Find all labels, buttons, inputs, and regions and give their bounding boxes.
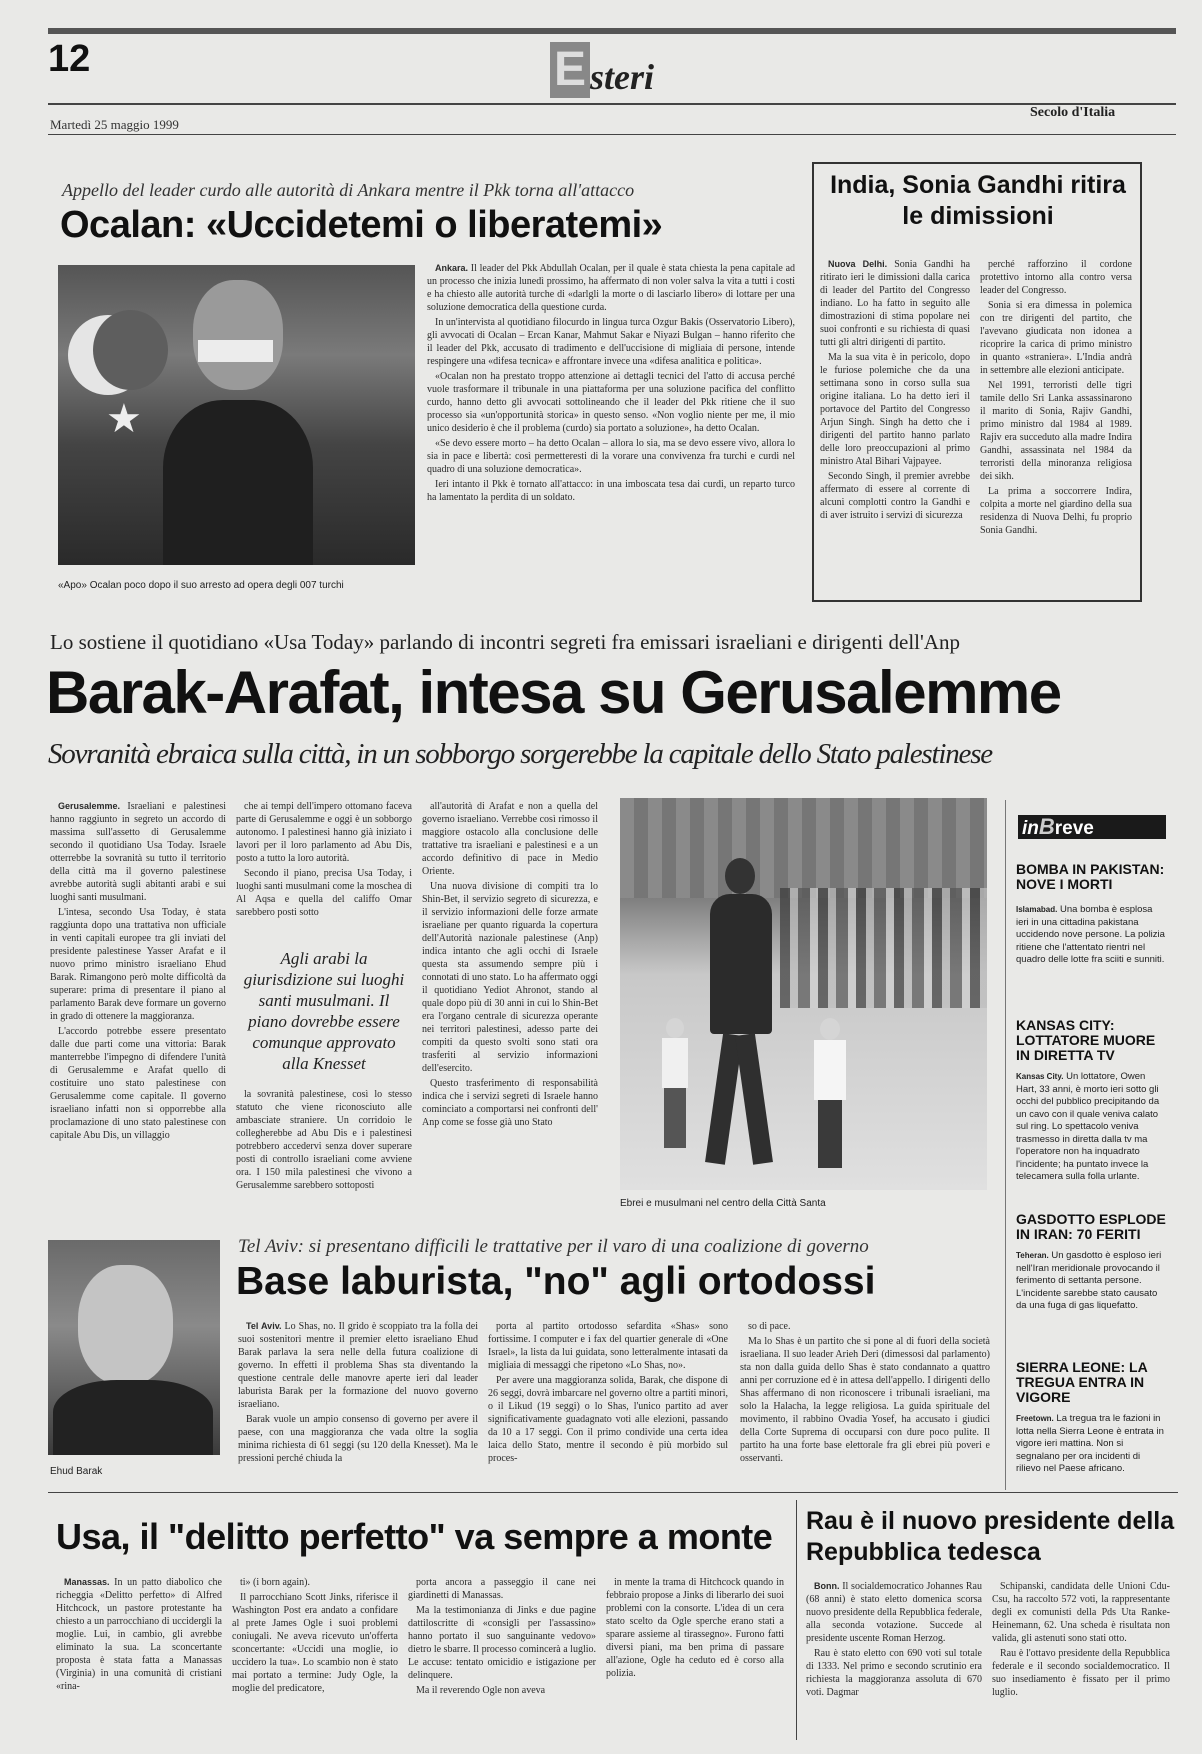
ocalan-body: [427, 262, 795, 592]
laburisti-kicker: Tel Aviv: si presentano difficili le trattative per il varo di una coalizione di governo: [238, 1236, 869, 1257]
hitchcock-dateline: Manassas.: [64, 1577, 110, 1587]
inbreve-item-1: [1016, 862, 1166, 967]
rau-dateline: Bonn.: [814, 1581, 840, 1591]
barak-arafat-headline: Barak-Arafat, intesa su Gerusalemme: [46, 659, 1061, 726]
top-rule: [48, 28, 1176, 34]
laburisti-col-3: so di pace. Ma lo Shas è un partito che si pone al di fuori della società israeliana. Il suo leader Arieh Deri (dimessosi dal parlamento) sta non dalla guida dello Shas è stato condannato a quattro anni per corruzione ed è in attesa dell'appello. I dirigenti dello Shas affermano di non riconoscere i tribunali israeliani, ma solo la Halacha, la legge religiosa. La guida spirituale del movimento, il rabbino Ovadia Yosef, ha accusato i giudici della Corte Suprema di occuparsi con dure poco pulite. Il partito ha una forte base elettorale fra gli ebrei più poveri e osservanti.: [740, 1321, 990, 1464]
ocalan-p5: Ieri intanto il Pkk è tornato all'attacco: in una imboscata tesa dai curdi, un reparto turco ha lamentato la perdita di un soldato.: [427, 479, 795, 503]
laburisti-dateline: Tel Aviv.: [246, 1321, 282, 1331]
inbreve-label: inBreve: [1018, 815, 1166, 839]
page-number: 12: [48, 38, 91, 80]
barak-col-3: all'autorità di Arafat e non a quella del governo israeliano. Verrebbe così rimosso il maggiore ostacolo alla conclusione delle trattative tra israeliani e palestinesi e a un accordo definitivo di pace in Medio Oriente. Una nuova divisione di compiti tra lo Shin-Bet, il servizio segreto di sicurezza, e il servizio informazioni delle forze armate israeliane per quanto riguarda la copertura dell'Autorità nazionale palestinese (Anp) indica intanto che agli occhi di Israele questa sta assumendo sempre più i connotati di uno stato. Lo ha affermato oggi il quotidiano Yediot Ahronot, stando al quale dopo più di 30 anni in cui lo Shin-Bet era l'organo centrale di sicurezza operante nei territori palestinesi, adesso parte dei compiti da questo svolti sono stati ora trasferiti al servizio informazioni dell'esercito. Questo trasferimento di responsabilità indica che i servizi segreti di Israele hanno cominciato a comportarsi nei confronti dell' Anp come se fosse già uno Stato: [422, 801, 598, 1128]
barak-arafat-subhead: Sovranità ebraica sulla città, in un sobborgo sorgerebbe la capitale dello Stato palestinese: [48, 738, 992, 770]
barak-dateline: Gerusalemme.: [58, 801, 121, 811]
walking-man: [700, 858, 780, 1168]
hitchcock-col-3: porta ancora a passeggio il cane nei giardinetti di Manassas. Ma la testimonianza di Jinks e due pagine dattiloscritte di «consigli per l'assassino» hanno portato il suo sanguinante vedovo» dietro le sbarre. Il processo comincerà a luglio. Le accuse: tentato omicidio e istigazione per delinquere. Ma il reverendo Ogle non aveva: [408, 1577, 596, 1696]
header-date: Martedì 25 maggio 1999: [50, 117, 179, 132]
rau-col-2: Schipanski, candidata delle Unioni Cdu-Csu, ha raccolto 572 voti, la rappresentante degli ex comunisti della Pds Uta Ranke-Heinemann, 62. Una scheda è risultata non valida, gli astenuti sono stati otto. Rau è l'ottavo presidente della Repubblica federale e il secondo socialdemocratico. Il suo insediamento è fissato per il primo luglio.: [992, 1581, 1170, 1698]
jerusalem-photo: [620, 798, 987, 1190]
child-figure: [660, 1018, 690, 1148]
hitchcock-col-2: ti» (i born again). Il parrocchiano Scott Jinks, riferisce il Washington Post era andato a confidare al prete James Ogle i suoi problemi coniugali. Ne aveva ricevuto un'offerta sconcertante: «Uccidi una moglie, io uccidero la tua». Lo scambio non è stato mai portato a termine: Judy Ogle, la moglie del predicatore,: [232, 1577, 398, 1694]
newspaper-name: Secolo d'Italia: [1030, 105, 1116, 120]
inbreve-text: Freetown. La tregua tra le fazioni in lotta nella Sierra Leone è entrata in vigore ieri mattina. Non si segnalano per ora incidenti di rilievo nel Paese africano.: [1016, 1413, 1164, 1474]
person-figure: [163, 280, 303, 565]
ocalan-dateline: Ankara.: [435, 263, 469, 273]
barak-col-2b: la sovranità palestinese, così lo stesso statuto che viene riconosciuto alle ambasciate straniere. Un corridoio le collegherebbe ad Abu Dis e i palestinesi potrebbero accedervi senza dover superare posti di controllo israeliani come avviene ora. I 150 mila palestinesi che vivono a Gerusalemme sarebbero sottoposti: [236, 1089, 412, 1191]
gandhi-col-1: Nuova Delhi. Sonia Gandhi ha ritirato ieri le dimissioni dalla carica di leader del Partito del Congresso indiano. Lo ha fatto in seguito alle dimostrazioni di stima popolare nei suoi confronti e su richiesta di quasi tutti gli altri dirigenti di partito. Ma la sua vita è in pericolo, dopo le furiose polemiche che da una settimana sono in corso sulla sua origine italiana. Lo ha detto ieri il portavoce del Partito del Congresso Arjun Singh. Singh ha detto che i dirigenti del partito hanno parlato delle loro preoccupazioni al primo ministro Atal Bihari Vajpayee. Secondo Singh, il premier avrebbe affermato di essere al corrente di alcuni complotti contro la Gandhi e di aver istruito i servizi di sicurezza: [820, 259, 970, 521]
gandhi-col-2: perché rafforzino il cordone protettivo intorno alla contro versa leader del Congresso. Sonia si era dimessa in polemica con tre dirigenti del partito, che l'avevano giudicata non idonea a ricoprire la carica di primo ministro in quanto «straniera». L'India andrà in settembre alle elezioni anticipate. Nel 1991, terroristi delle tigri tamile dello Sri Lanka assassinarono il marito di Sonia, Rajiv Gandhi, primo ministro dal 1984 al 1989. Rajiv era succeduto alla madre Indira Gandhi, assassinata nel 1984 da terroristi della minoranza religiosa dei sikh. La prima a soccorrere Indira, colpita a morte nel giardino della sua residenza di Nuova Delhi, fu proprio Sonia Gandhi.: [980, 259, 1132, 536]
star-icon: ★: [106, 396, 142, 441]
section-title: [550, 42, 654, 98]
inbreve-text: Islamabad. Una bomba è esplosa ieri in una cittadina pakistana uccidendo nove persone. La polizia ritiene che l'attentato rientri nel quadro delle lotte fra sciiti e sunniti.: [1016, 904, 1165, 965]
inbreve-item-3: [1016, 1212, 1166, 1313]
inbreve-title: GASDOTTO ESPLODE IN IRAN: 70 FERITI: [1016, 1211, 1166, 1242]
inbreve-text: Kansas City. Un lottatore, Owen Hart, 33 anni, è morto ieri sotto gli occhi del pubblico precipitando da un cavo con il quale veniva calato sul ring. Lo spettacolo veniva trasmesso in diretta dalla tv ma l'operatore non ha inquadrato l'incidente; ha puntato invece la telecamera sulla folla urlante.: [1016, 1071, 1160, 1182]
rau-col-1: Bonn. Il socialdemocratico Johannes Rau (68 anni) è stato eletto domenica scorsa nuovo presidente della Repubblica federale, alla seconda votazione. Succede al presidente uscente Roman Herzog. Rau è stato eletto con 690 voti sul totale di 1333. Nel primo e secondo scrutinio era richiesta la maggioranza assoluta di 670 voti. Dagmar: [806, 1581, 982, 1698]
inbreve-item-4: [1016, 1360, 1166, 1476]
inbreve-title: KANSAS CITY: LOTTATORE MUORE IN DIRETTA TV: [1016, 1017, 1156, 1063]
inbreve-title: SIERRA LEONE: LA TREGUA ENTRA IN VIGORE: [1016, 1359, 1148, 1405]
barak-portrait-caption: Ehud Barak: [50, 1466, 103, 1477]
gandhi-headline: India, Sonia Gandhi ritira le dimissioni: [830, 171, 1126, 230]
ocalan-p3: «Ocalan non ha prestato troppo attenzione ai dettagli tecnici del l'atto di accusa perché vuole trasformare il tribunale in una piattaforma per una soluzione pacifica del conflitto curdo, hanno detto gli avvocati sottolineando che il leader del Pkk ritiene che il suo processo sia «un'opportunità storica» in questo senso. «Non voglio niente per me, il mio unico desiderio è che il problema (curdo) sia portato a soluzione», ha detto Ocalan.: [427, 371, 795, 434]
ocalan-kicker: Appello del leader curdo alle autorità di Ankara mentre il Pkk torna all'attacco: [62, 180, 635, 200]
bottom-section-rule: [48, 1492, 1178, 1493]
inbreve-text: Teheran. Un gasdotto è esploso ieri nell'Iran meridionale provocando il ferimento di settanta persone. L'incidente sarebbe stato causato da una fuga di gas liquefatto.: [1016, 1250, 1162, 1311]
ocalan-caption: «Apo» Ocalan poco dopo il suo arresto ad opera degli 007 turchi: [58, 580, 344, 591]
inbreve-title: BOMBA IN PAKISTAN: NOVE I MORTI: [1016, 861, 1165, 892]
barak-col-2: che ai tempi dell'impero ottomano faceva parte di Gerusalemme e oggi è un sobborgo autonomo. I palestinesi hanno già iniziato i lavori per il loro parlamento ad Abu Dis, posto a tutto la loro autorità. Secondo il piano, precisa Usa Today, i luoghi santi musulmani come la moschea di Al Aqsa e quella del califfo Omar sarebbero posti sotto: [236, 801, 412, 918]
hitchcock-col-1: Manassas. In un patto diabolico che richeggia «Delitto perfetto» di Alfred Hitchcock, un pastore protestante ha chiesto a un parrocchiano di uccidergli la moglie. Lui, in cambio, gli avrebbe eliminato la sua. La sconcertante proposta è stata fatta a Manassas (Virginia) in una comunità di cristiani «rina-: [56, 1577, 222, 1692]
laburisti-col-1: Tel Aviv. Lo Shas, no. Il grido è scoppiato tra la folla dei suoi sostenitori mentre il premier eletto israeliano Ehud Barak parlava la sera nelle della futura coalizione di governo. In effetti il problema Shas sta diventando la questione centrale delle manovre aperte ieri dal leader laburista Barak per la formazione del nuovo governo israeliano. Barak vuole un ampio consenso di governo per avere il paese, con una maggioranza che vada oltre la soglia minima richiesta di 61 seggi (su 120 della Knesset). Ma le pressioni perché chiuda la: [238, 1321, 478, 1464]
header-rule: [48, 103, 1176, 105]
inbreve-item-2: [1016, 1018, 1166, 1184]
barak-arafat-kicker: Lo sostiene il quotidiano «Usa Today» parlando di incontri segreti fra emissari israeliani e dirigenti dell'Anp: [50, 630, 960, 654]
jerusalem-caption: Ebrei e musulmani nel centro della Città Santa: [620, 1198, 826, 1209]
barak-portrait: [48, 1240, 220, 1455]
rau-divider: [796, 1500, 797, 1740]
section-initial: E: [550, 42, 590, 98]
crescent-cut: [93, 310, 168, 390]
rau-headline: Rau è il nuovo presidente della Repubblica tedesca: [806, 1507, 1175, 1566]
ocalan-p4: «Se devo essere morto – ha detto Ocalan – allora lo sia, ma se devo essere vivo, allora lo sia in pace e libertà: così permetteresti di la vorare una convivenza fra turchi e curdi nel quadro di una soluzione democratica».: [427, 438, 795, 475]
ocalan-p2: In un'intervista al quotidiano filocurdo in lingua turca Ozgur Bakis (Osservatorio Libero), gli avvocati di Ocalan – Ercan Kanar, Mahmut Sakar e Niyazi Bulgan – hanno riferito che il leader del Pkk, accusato di tradimento e dell'uccisione di migliaia di persone, intende respingere una «difesa tecnica» e affrontare invece una «difesa analitica e politica».: [427, 317, 795, 367]
barak-pullquote: Agli arabi la giurisdizione sui luoghi santi musulmani. Il piano dovrebbe essere comunque approvato alla Knesset: [243, 949, 405, 1073]
crowd: [780, 888, 987, 1008]
ocalan-photo: [58, 265, 415, 565]
laburisti-col-2: porta al partito ortodosso sefardita «Shas» sono fortissime. I computer e i fax del quartier generale di «One Israel», la lista da lui guidata, sono letteralmente intasati da migliaia di messaggi che ripetono «Lo Shas, no». Per avere una maggioranza solida, Barak, che dispone di 26 seggi, dovrà imbarcare nel governo oltre a partiti minori, o il Likud (19 seggi) o lo Shas, l'unico partito ad aver significativamente guadagnato voti alle elezioni, passando da 10 a 17 seggi. Con il primo condivide una certa idea laica dello Stato, mentre il secondo è più morbido sul proces-: [488, 1321, 728, 1464]
header-rule-2: [48, 134, 1176, 135]
section-rest: steri: [590, 57, 655, 97]
barak-col-1: Gerusalemme. Israeliani e palestinesi hanno raggiunto in segreto un accordo di massima sull'assetto di Gerusalemme secondo il quotidiano Usa Today. Israele otterrebbe la sovranità su tutto il territorio della città ma il governo palestinese avrebbe autorità sugli abitanti arabi e sui luoghi santi musulmani. L'intesa, secondo Usa Today, è stata raggiunta dopo una trattativa non ufficiale in venti capitali europee tra gli inviati del presidente palestinese Yasser Arafat e il nuovo primo ministro israeliano Ehud Barak. Rimangono però molte difficoltà da superare: prima di presentare il piano al parlamento Barak deve formare un governo in grado di ottenere la maggioranza. L'accordo potrebbe essere presentato dalle due parti come una vittoria: Barak manterrebbe l'impegno di difendere l'unità di Gerusalemme e Arafat quello di costituire uno stato palestinese con Gerusalemme come capitale. Il governo israeliano infatti non si opporrebbe alla proclamazione di uno stato palestinese con capitale Abu Dis, un villaggio: [50, 801, 226, 1141]
laburisti-headline: Base laburista, "no" agli ortodossi: [236, 1260, 876, 1303]
gandhi-dateline: Nuova Delhi.: [828, 259, 888, 269]
hitchcock-headline: Usa, il "delitto perfetto" va sempre a monte: [56, 1516, 773, 1557]
child-figure-2: [810, 1018, 850, 1168]
ocalan-headline: Ocalan: «Uccidetemi o liberatemi»: [60, 204, 663, 246]
hitchcock-col-4: in mente la trama di Hitchcock quando in febbraio propose a Jinks di liberarlo dei suoi problemi con la consorte. L'idea di un cera stato scelto da Ogle sperche erano stati a sparare assieme al tirassegno». Furono fatti diversi piani, ma ben prima di passare all'azione, Ogle ha ceduto ed è corso alla polizia.: [606, 1577, 784, 1679]
ocalan-p1: Ankara. Il leader del Pkk Abdullah Ocalan, per il quale è stata chiesta la pena capitale ad un processo che inizia lunedì prossimo, ha affermato di non voler salva la vita a tutti i costi e ha chiesto alle autorità turche di «darlgli la morte o di lasciarlo libero» di lottare per una soluzione democratica della questione curda.: [427, 263, 795, 313]
